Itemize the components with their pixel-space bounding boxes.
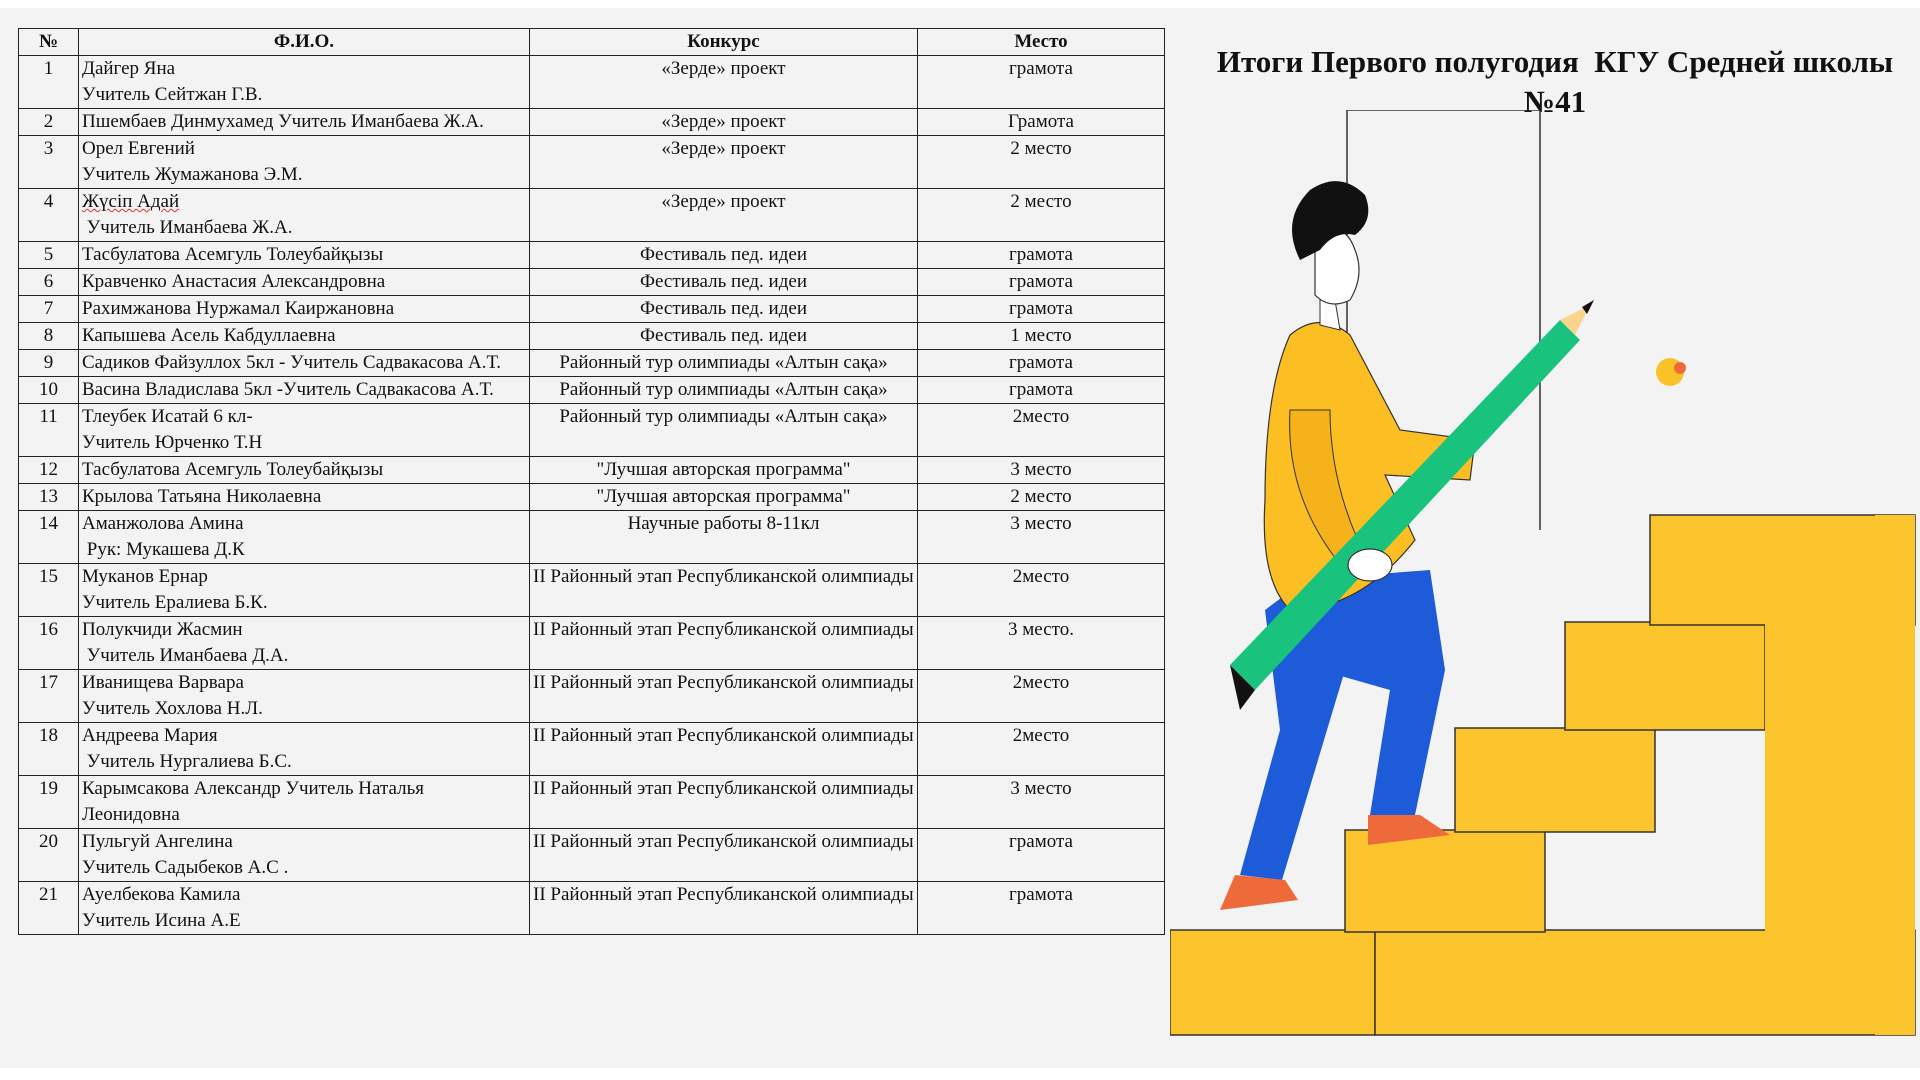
row-fio bbox=[79, 670, 530, 723]
row-place: 2место bbox=[918, 404, 1165, 457]
table-row bbox=[19, 109, 1165, 136]
row-fio-line: Орел Евгений bbox=[82, 138, 195, 159]
table-row bbox=[19, 350, 1165, 377]
table-row bbox=[19, 242, 1165, 269]
row-fio-line: Крылова Татьяна Николаевна bbox=[82, 486, 322, 507]
table-body bbox=[19, 56, 1165, 935]
row-number: 5 bbox=[19, 242, 79, 269]
table-row bbox=[19, 882, 1165, 935]
row-fio-line: Учитель Нургалиева Б.С. bbox=[82, 751, 292, 772]
row-fio bbox=[79, 484, 530, 511]
row-place: грамота bbox=[918, 377, 1165, 404]
row-contest: II Районный этап Республиканской олимпиады bbox=[530, 723, 918, 776]
row-number: 8 bbox=[19, 323, 79, 350]
row-contest: Фестиваль пед. идеи bbox=[530, 296, 918, 323]
table-row bbox=[19, 56, 1165, 109]
row-fio-line: Тасбулатова Асемгуль Толеубайқызы bbox=[82, 459, 384, 480]
row-fio-line: Аманжолова Амина bbox=[82, 513, 244, 534]
row-number: 15 bbox=[19, 564, 79, 617]
row-fio bbox=[79, 457, 530, 484]
page-title: Итоги Первого полугодия КГУ Средней школы №41 bbox=[1216, 44, 1901, 119]
row-fio-line: Учитель Хохлова Н.Л. bbox=[82, 698, 263, 719]
row-fio-line: Полукчиди Жасмин bbox=[82, 619, 243, 640]
table-row bbox=[19, 189, 1165, 242]
table-row bbox=[19, 323, 1165, 350]
row-fio-line: Ауелбекова Камила bbox=[82, 884, 241, 905]
row-fio-line: Пшембаев Динмухамед Учитель Иманбаева Ж.А. bbox=[82, 111, 484, 132]
header-contest: Конкурс bbox=[530, 29, 918, 56]
row-fio-line: Кравченко Анастасия Александровна bbox=[82, 271, 386, 292]
row-number: 10 bbox=[19, 377, 79, 404]
row-number: 12 bbox=[19, 457, 79, 484]
row-fio-line: Карымсакова Александр Учитель Наталья bbox=[82, 778, 424, 799]
row-number: 6 bbox=[19, 269, 79, 296]
table-row bbox=[19, 829, 1165, 882]
row-fio-line: Жүсіп Адай bbox=[82, 191, 180, 212]
row-place: Грамота bbox=[918, 109, 1165, 136]
row-place: грамота bbox=[918, 56, 1165, 109]
row-contest: Научные работы 8-11кл bbox=[530, 511, 918, 564]
row-place: грамота bbox=[918, 829, 1165, 882]
row-number: 3 bbox=[19, 136, 79, 189]
header-fio: Ф.И.О. bbox=[79, 29, 530, 56]
row-fio-line: Капышева Асель Кабдуллаевна bbox=[82, 325, 336, 346]
row-fio bbox=[79, 136, 530, 189]
row-place: 3 место bbox=[918, 776, 1165, 829]
row-fio bbox=[79, 242, 530, 269]
row-fio bbox=[79, 564, 530, 617]
row-fio bbox=[79, 829, 530, 882]
table-row bbox=[19, 484, 1165, 511]
row-contest: II Районный этап Республиканской олимпиады bbox=[530, 776, 918, 829]
row-contest: Районный тур олимпиады «Алтын сақа» bbox=[530, 377, 918, 404]
row-fio bbox=[79, 511, 530, 564]
row-fio-line: Дайгер Яна bbox=[82, 58, 176, 79]
row-fio-line: Васина Владислава 5кл -Учитель Садвакасова А.Т. bbox=[82, 379, 494, 400]
row-contest: Районный тур олимпиады «Алтын сақа» bbox=[530, 350, 918, 377]
header-number: № bbox=[19, 29, 79, 56]
page-top-strip bbox=[0, 0, 1920, 8]
row-number: 21 bbox=[19, 882, 79, 935]
row-fio bbox=[79, 776, 530, 829]
row-place: 2 место bbox=[918, 136, 1165, 189]
row-place: 2место bbox=[918, 564, 1165, 617]
row-number: 1 bbox=[19, 56, 79, 109]
row-place: грамота bbox=[918, 269, 1165, 296]
row-number: 2 bbox=[19, 109, 79, 136]
table-row bbox=[19, 404, 1165, 457]
row-fio-line: Муканов Ернар bbox=[82, 566, 208, 587]
table-row bbox=[19, 136, 1165, 189]
row-number: 14 bbox=[19, 511, 79, 564]
row-number: 17 bbox=[19, 670, 79, 723]
row-contest: II Районный этап Республиканской олимпиады bbox=[530, 829, 918, 882]
row-fio-line: Леонидовна bbox=[82, 804, 180, 825]
row-fio-line: Садиков Файзуллох 5кл - Учитель Садвакасова А.Т. bbox=[82, 352, 501, 373]
table-row bbox=[19, 617, 1165, 670]
table-row bbox=[19, 377, 1165, 404]
row-place: 2 место bbox=[918, 189, 1165, 242]
row-contest: «Зерде» проект bbox=[530, 56, 918, 109]
row-fio-line: Учитель Сейтжан Г.В. bbox=[82, 84, 263, 105]
row-contest: II Районный этап Республиканской олимпиады bbox=[530, 882, 918, 935]
row-place: 2место bbox=[918, 723, 1165, 776]
row-number: 16 bbox=[19, 617, 79, 670]
row-fio bbox=[79, 323, 530, 350]
row-number: 13 bbox=[19, 484, 79, 511]
table-row bbox=[19, 296, 1165, 323]
person-climbing-stairs-with-pencil-icon bbox=[1170, 110, 1920, 1040]
row-fio bbox=[79, 377, 530, 404]
row-place: 1 место bbox=[918, 323, 1165, 350]
table-row bbox=[19, 511, 1165, 564]
row-fio-line: Учитель Садыбеков А.С . bbox=[82, 857, 289, 878]
row-place: 3 место bbox=[918, 511, 1165, 564]
row-place: 3 место. bbox=[918, 617, 1165, 670]
page-bottom-strip bbox=[0, 1068, 1920, 1080]
row-fio-line: Учитель Иманбаева Д.А. bbox=[82, 645, 289, 666]
row-place: грамота bbox=[918, 296, 1165, 323]
row-fio-line: Учитель Жумажанова Э.М. bbox=[82, 164, 303, 185]
results-table bbox=[18, 28, 1165, 935]
row-contest: Фестиваль пед. идеи bbox=[530, 323, 918, 350]
row-number: 9 bbox=[19, 350, 79, 377]
table-row bbox=[19, 564, 1165, 617]
row-fio-line: Андреева Мария bbox=[82, 725, 218, 746]
row-fio bbox=[79, 296, 530, 323]
shoe-back bbox=[1220, 875, 1298, 910]
row-contest: Районный тур олимпиады «Алтын сақа» bbox=[530, 404, 918, 457]
row-contest: «Зерде» проект bbox=[530, 109, 918, 136]
row-number: 19 bbox=[19, 776, 79, 829]
row-number: 11 bbox=[19, 404, 79, 457]
row-contest: «Зерде» проект bbox=[530, 136, 918, 189]
row-fio-line: Рук: Мукашева Д.К bbox=[82, 539, 245, 560]
row-fio-line: Учитель Юрченко Т.Н bbox=[82, 432, 263, 453]
row-place: 2 место bbox=[918, 484, 1165, 511]
row-fio bbox=[79, 189, 530, 242]
row-fio-line: Тасбулатова Асемгуль Толеубайқызы bbox=[82, 244, 384, 265]
row-contest: "Лучшая авторская программа" bbox=[530, 457, 918, 484]
row-contest: «Зерде» проект bbox=[530, 189, 918, 242]
row-number: 20 bbox=[19, 829, 79, 882]
row-place: 3 место bbox=[918, 457, 1165, 484]
table-header-row bbox=[19, 29, 1165, 56]
row-contest: II Районный этап Республиканской олимпиады bbox=[530, 670, 918, 723]
row-contest: II Районный этап Республиканской олимпиады bbox=[530, 617, 918, 670]
row-fio bbox=[79, 269, 530, 296]
row-fio bbox=[79, 882, 530, 935]
row-contest: "Лучшая авторская программа" bbox=[530, 484, 918, 511]
results-table-container bbox=[18, 28, 1164, 935]
row-contest: Фестиваль пед. идеи bbox=[530, 269, 918, 296]
row-place: грамота bbox=[918, 882, 1165, 935]
row-contest: II Районный этап Республиканской олимпиады bbox=[530, 564, 918, 617]
row-fio-line: Пульгуй Ангелина bbox=[82, 831, 233, 852]
row-number: 7 bbox=[19, 296, 79, 323]
table-row bbox=[19, 670, 1165, 723]
row-place: грамота bbox=[918, 242, 1165, 269]
table-row bbox=[19, 269, 1165, 296]
row-fio bbox=[79, 109, 530, 136]
table-row bbox=[19, 723, 1165, 776]
row-fio-line: Учитель Исина А.Е bbox=[82, 910, 241, 931]
row-fio bbox=[79, 350, 530, 377]
row-fio bbox=[79, 723, 530, 776]
row-place: 2место bbox=[918, 670, 1165, 723]
table-row bbox=[19, 457, 1165, 484]
row-contest: Фестиваль пед. идеи bbox=[530, 242, 918, 269]
row-fio-line: Иванищева Варвара bbox=[82, 672, 244, 693]
row-fio bbox=[79, 404, 530, 457]
row-fio bbox=[79, 617, 530, 670]
row-fio-line: Учитель Ералиева Б.К. bbox=[82, 592, 268, 613]
table-row bbox=[19, 776, 1165, 829]
row-number: 18 bbox=[19, 723, 79, 776]
row-number: 4 bbox=[19, 189, 79, 242]
row-fio-line: Рахимжанова Нуржамал Каиржановна bbox=[82, 298, 395, 319]
row-fio-line: Учитель Иманбаева Ж.А. bbox=[82, 217, 293, 238]
row-fio bbox=[79, 56, 530, 109]
header-place: Место bbox=[918, 29, 1165, 56]
row-place: грамота bbox=[918, 350, 1165, 377]
row-fio-line: Тлеубек Исатай 6 кл- bbox=[82, 406, 253, 427]
